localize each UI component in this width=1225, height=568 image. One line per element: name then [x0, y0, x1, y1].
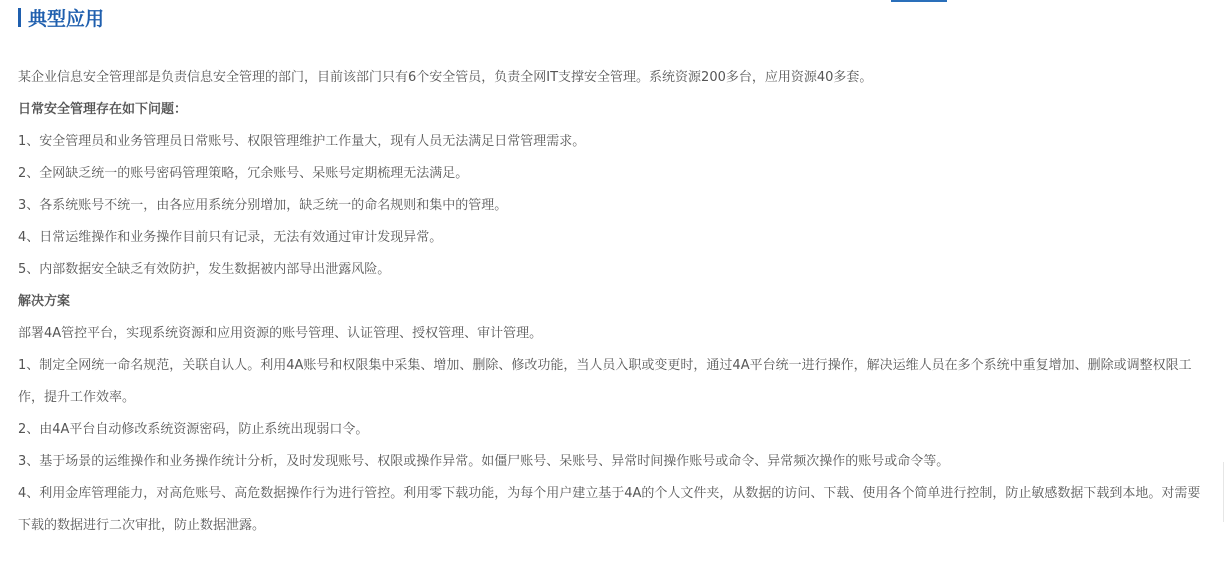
solution-item: 4、利用金库管理能力，对高危账号、高危数据操作行为进行管控。利用零下载功能，为每个用户建立基于4A的个人文件夹，从数据的访问、下载、使用各个简单进行控制，防止敏感数据下载到本地。对需要下载的数据进行二次审批，防止数据泄露。 [18, 486, 1201, 533]
article-content [18, 62, 1213, 542]
problems-title: 日常安全管理存在如下问题： [18, 102, 188, 117]
section-heading [18, 4, 104, 30]
solution-summary: 部署4A管控平台，实现系统资源和应用资源的账号管理、认证管理、授权管理、审计管理。 [18, 326, 543, 341]
heading-text: 典型应用 [28, 7, 105, 30]
heading-accent-bar [18, 8, 21, 27]
problem-item: 5、内部数据安全缺乏有效防护，发生数据被内部导出泄露风险。 [18, 262, 391, 277]
solution-item: 3、基于场景的运维操作和业务操作统计分析，及时发现账号、权限或操作异常。如僵尸账号、呆账号、异常时间操作账号或命令、异常频次操作的账号或命令等。 [18, 454, 950, 469]
top-accent-bar [891, 0, 947, 2]
problem-item: 1、安全管理员和业务管理员日常账号、权限管理维护工作量大，现有人员无法满足日常管理需求。 [18, 134, 586, 149]
solution-item: 2、由4A平台自动修改系统资源密码，防止系统出现弱口令。 [18, 422, 369, 437]
scroll-edge-line [1223, 462, 1224, 522]
solution-item: 1、制定全网统一命名规范，关联自认人。利用4A账号和权限集中采集、增加、删除、修改功能，当人员入职或变更时，通过4A平台统一进行操作，解决运维人员在多个系统中重复增加、删除或调整权限工作，提升工作效率。 [18, 358, 1192, 405]
problem-item: 4、日常运维操作和业务操作目前只有记录，无法有效通过审计发现异常。 [18, 230, 443, 245]
problem-item: 2、全网缺乏统一的账号密码管理策略，冗余账号、呆账号定期梳理无法满足。 [18, 166, 469, 181]
solution-title: 解决方案 [18, 294, 71, 309]
problem-item: 3、各系统账号不统一，由各应用系统分别增加，缺乏统一的命名规则和集中的管理。 [18, 198, 508, 213]
intro-paragraph: 某企业信息安全管理部是负责信息安全管理的部门，目前该部门只有6个安全管员，负责全网IT支撑安全管理。系统资源200多台，应用资源40多套。 [18, 70, 873, 85]
